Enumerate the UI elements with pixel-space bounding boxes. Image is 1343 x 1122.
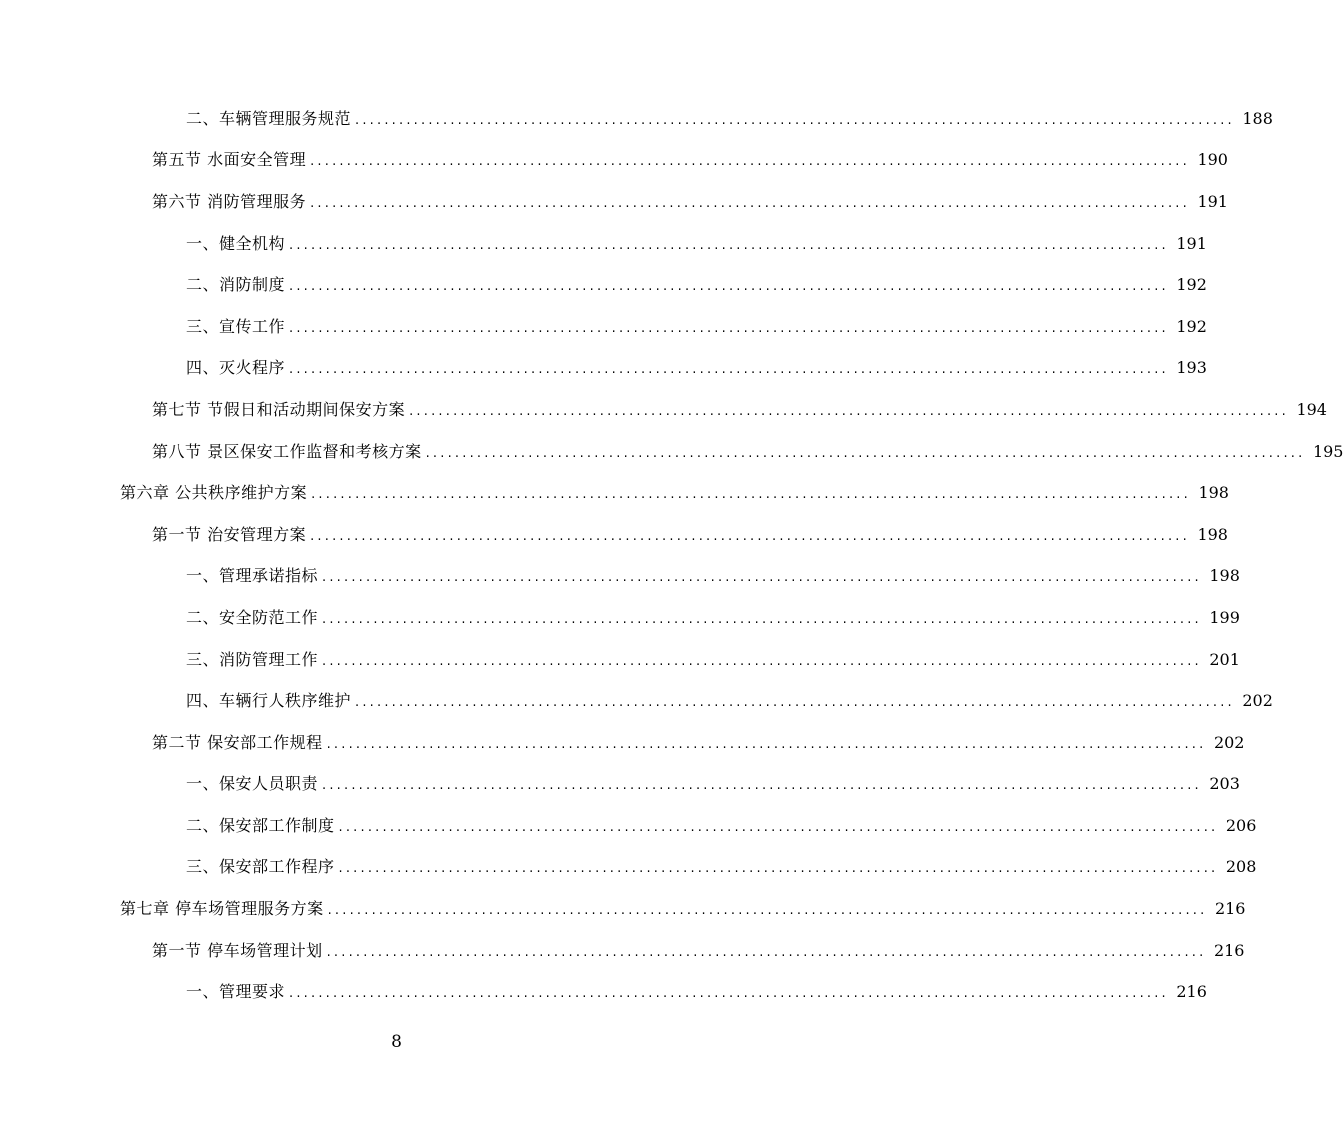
toc-entry[interactable] (0, 389, 1327, 431)
toc-entry[interactable] (0, 140, 1228, 182)
toc-entry[interactable] (0, 930, 1245, 972)
toc-entry-title: 一、保安人员职责 (186, 774, 319, 794)
toc-entry[interactable] (0, 181, 1228, 223)
toc-entry-page-number: 203 (1209, 774, 1240, 794)
toc-entry-page-number: 198 (1209, 566, 1240, 586)
toc-entry[interactable] (0, 348, 1207, 390)
dot-leader: ........................................................................................................................ (338, 819, 1219, 835)
dot-leader: ........................................................................................................................ (327, 903, 1208, 919)
toc-entry-page-number: 216 (1176, 982, 1207, 1002)
toc-entry-title: 三、宣传工作 (186, 316, 286, 336)
dot-leader: ........................................................................................................................ (289, 237, 1169, 253)
toc-entry-title: 二、保安部工作制度 (186, 815, 335, 835)
toc-entry-title: 一、管理承诺指标 (186, 566, 319, 586)
toc-entry-title: 第八节 景区保安工作监督和考核方案 (152, 441, 422, 461)
toc-entry-page-number: 190 (1197, 150, 1228, 170)
toc-entry-page-number: 202 (1242, 691, 1273, 711)
toc-entry-title: 第五节 水面安全管理 (152, 150, 307, 170)
toc-entry-page-number: 193 (1176, 358, 1207, 378)
dot-leader: ........................................................................................................................ (355, 695, 1235, 711)
toc-entry[interactable] (0, 597, 1240, 639)
toc-entry-title: 第七章 停车场管理服务方案 (120, 899, 324, 919)
table-of-contents (0, 98, 1343, 1013)
dot-leader: ........................................................................................................................ (322, 570, 1202, 586)
toc-entry-page-number: 216 (1213, 940, 1245, 960)
toc-entry[interactable] (0, 264, 1207, 306)
toc-entry[interactable] (0, 888, 1246, 930)
dot-leader: ........................................................................................................................ (355, 112, 1235, 128)
toc-entry-page-number: 198 (1198, 483, 1229, 503)
dot-leader: ........................................................................................................................ (289, 362, 1169, 378)
toc-entry[interactable] (0, 306, 1207, 348)
dot-leader: ........................................................................................................................ (289, 320, 1169, 336)
toc-entry-page-number: 191 (1176, 233, 1207, 253)
dot-leader: ........................................................................................................................ (322, 778, 1202, 794)
toc-entry-title: 一、健全机构 (186, 233, 286, 253)
toc-entry[interactable] (0, 971, 1207, 1013)
toc-entry-page-number: 192 (1176, 316, 1207, 336)
toc-entry-title: 二、消防制度 (186, 275, 286, 295)
toc-entry-title: 二、车辆管理服务规范 (186, 108, 352, 128)
dot-leader: ........................................................................................................................ (311, 487, 1191, 503)
toc-entry-page-number: 202 (1213, 732, 1245, 752)
toc-entry[interactable] (0, 514, 1228, 556)
toc-entry-title: 一、管理要求 (186, 982, 286, 1002)
dot-leader: ........................................................................................................................ (310, 154, 1190, 170)
dot-leader: ........................................................................................................................ (322, 653, 1202, 669)
toc-entry-page-number: 198 (1197, 524, 1228, 544)
toc-entry-page-number: 201 (1209, 649, 1240, 669)
toc-entry-title: 第一节 治安管理方案 (152, 524, 307, 544)
toc-entry-title: 四、车辆行人秩序维护 (186, 691, 352, 711)
page-number: 8 (391, 1032, 402, 1052)
toc-entry-title: 三、保安部工作程序 (186, 857, 335, 877)
toc-entry-title: 四、灭火程序 (186, 358, 286, 378)
toc-entry[interactable] (0, 847, 1257, 889)
dot-leader: ........................................................................................................................ (289, 986, 1169, 1002)
dot-leader: ........................................................................................................................ (326, 944, 1207, 960)
toc-entry[interactable] (0, 639, 1240, 681)
dot-leader: ........................................................................................................................ (289, 279, 1169, 295)
dot-leader: ........................................................................................................................ (338, 861, 1219, 877)
toc-entry-page-number: 208 (1225, 857, 1257, 877)
dot-leader: ........................................................................................................................ (409, 403, 1289, 419)
toc-entry[interactable] (0, 722, 1245, 764)
toc-entry-page-number: 199 (1209, 607, 1240, 627)
toc-entry[interactable] (0, 764, 1240, 806)
toc-entry[interactable] (0, 223, 1207, 265)
toc-entry-page-number: 206 (1225, 815, 1257, 835)
toc-entry-page-number: 194 (1296, 399, 1327, 419)
dot-leader: ........................................................................................................................ (310, 195, 1190, 211)
toc-entry[interactable] (0, 431, 1343, 473)
toc-entry-title: 第一节 停车场管理计划 (152, 940, 323, 960)
toc-entry-page-number: 188 (1242, 108, 1273, 128)
toc-entry[interactable] (0, 805, 1257, 847)
toc-entry-title: 三、消防管理工作 (186, 649, 319, 669)
toc-entry-title: 第六节 消防管理服务 (152, 191, 307, 211)
toc-entry-page-number: 216 (1214, 899, 1246, 919)
toc-entry-page-number: 192 (1176, 275, 1207, 295)
toc-entry[interactable] (0, 556, 1240, 598)
toc-entry-title: 第二节 保安部工作规程 (152, 732, 323, 752)
toc-entry-page-number: 191 (1197, 191, 1228, 211)
toc-entry-title: 第七节 节假日和活动期间保安方案 (152, 399, 406, 419)
toc-entry[interactable] (0, 98, 1273, 140)
toc-entry[interactable] (0, 472, 1229, 514)
dot-leader: ........................................................................................................................ (425, 445, 1306, 461)
dot-leader: ........................................................................................................................ (310, 528, 1190, 544)
dot-leader: ........................................................................................................................ (322, 611, 1202, 627)
toc-entry[interactable] (0, 680, 1273, 722)
dot-leader: ........................................................................................................................ (326, 736, 1207, 752)
toc-entry-page-number: 195 (1312, 441, 1343, 461)
toc-entry-title: 二、安全防范工作 (186, 607, 319, 627)
toc-entry-title: 第六章 公共秩序维护方案 (120, 483, 308, 503)
